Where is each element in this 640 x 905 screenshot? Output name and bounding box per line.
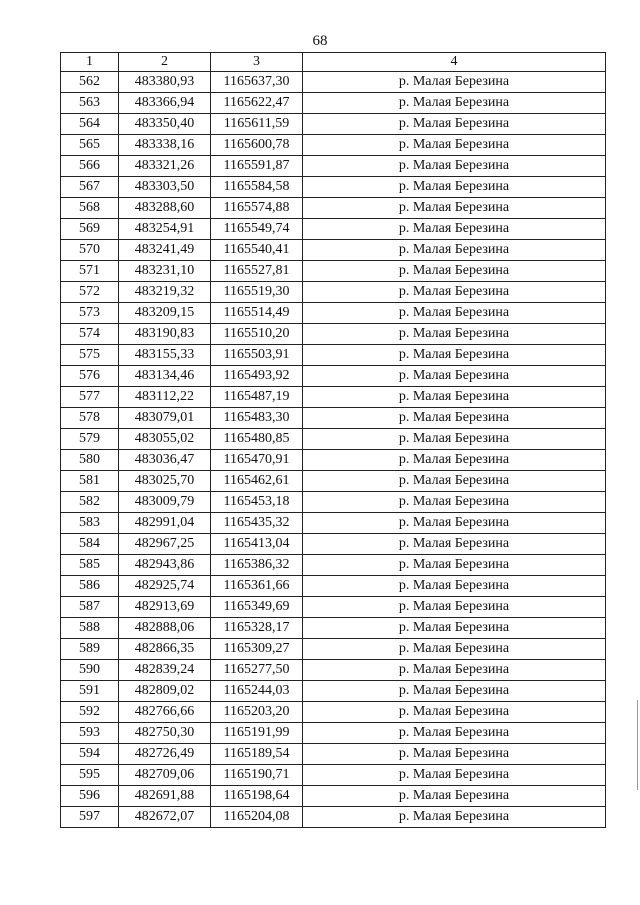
point-number-cell: 570 [61,240,119,261]
point-number-cell: 589 [61,639,119,660]
table-body [61,72,606,828]
y-coordinate-cell: 1165198,64 [211,786,303,807]
y-coordinate-cell: 1165190,71 [211,765,303,786]
description-cell: р. Малая Березина [303,786,606,807]
x-coordinate-cell: 483321,26 [119,156,211,177]
x-coordinate-cell: 483025,70 [119,471,211,492]
y-coordinate-cell: 1165309,27 [211,639,303,660]
description-cell: р. Малая Березина [303,219,606,240]
y-coordinate-cell: 1165600,78 [211,135,303,156]
x-coordinate-cell: 482809,02 [119,681,211,702]
description-cell: р. Малая Березина [303,702,606,723]
y-coordinate-cell: 1165483,30 [211,408,303,429]
y-coordinate-cell: 1165549,74 [211,219,303,240]
description-cell: р. Малая Березина [303,282,606,303]
table-row [61,702,606,723]
y-coordinate-cell: 1165480,85 [211,429,303,450]
point-number-cell: 578 [61,408,119,429]
description-cell: р. Малая Березина [303,135,606,156]
x-coordinate-cell: 483366,94 [119,93,211,114]
y-coordinate-cell: 1165413,04 [211,534,303,555]
description-cell: р. Малая Березина [303,156,606,177]
description-cell: р. Малая Березина [303,450,606,471]
y-coordinate-cell: 1165487,19 [211,387,303,408]
description-cell: р. Малая Березина [303,723,606,744]
y-coordinate-cell: 1165349,69 [211,597,303,618]
x-coordinate-cell: 482967,25 [119,534,211,555]
point-number-cell: 572 [61,282,119,303]
y-coordinate-cell: 1165191,99 [211,723,303,744]
y-coordinate-cell: 1165637,30 [211,72,303,93]
page-number: 68 [312,33,328,49]
description-cell: р. Малая Березина [303,744,606,765]
point-number-cell: 596 [61,786,119,807]
x-coordinate-cell: 483303,50 [119,177,211,198]
description-cell: р. Малая Березина [303,261,606,282]
point-number-cell: 591 [61,681,119,702]
y-coordinate-cell: 1165386,32 [211,555,303,576]
table-row [61,93,606,114]
point-number-cell: 595 [61,765,119,786]
x-coordinate-cell: 482925,74 [119,576,211,597]
x-coordinate-cell: 482888,06 [119,618,211,639]
table-row [61,723,606,744]
x-coordinate-cell: 483036,47 [119,450,211,471]
y-coordinate-cell: 1165277,50 [211,660,303,681]
point-number-cell: 588 [61,618,119,639]
description-cell: р. Малая Березина [303,408,606,429]
x-coordinate-cell: 483241,49 [119,240,211,261]
y-coordinate-cell: 1165503,91 [211,345,303,366]
point-number-cell: 576 [61,366,119,387]
x-coordinate-cell: 483112,22 [119,387,211,408]
x-coordinate-cell: 483219,32 [119,282,211,303]
table-row [61,198,606,219]
table-row [61,240,606,261]
x-coordinate-cell: 482943,86 [119,555,211,576]
description-cell: р. Малая Березина [303,765,606,786]
description-cell: р. Малая Березина [303,303,606,324]
y-coordinate-cell: 1165204,08 [211,807,303,828]
header-col-2: 2 [119,53,211,72]
y-coordinate-cell: 1165611,59 [211,114,303,135]
header-col-4: 4 [303,53,606,72]
y-coordinate-cell: 1165361,66 [211,576,303,597]
table-row [61,555,606,576]
point-number-cell: 592 [61,702,119,723]
description-cell: р. Малая Березина [303,471,606,492]
scan-edge-mark [637,700,638,790]
point-number-cell: 571 [61,261,119,282]
table-row [61,660,606,681]
x-coordinate-cell: 483055,02 [119,429,211,450]
point-number-cell: 566 [61,156,119,177]
point-number-cell: 584 [61,534,119,555]
table-row [61,324,606,345]
x-coordinate-cell: 483380,93 [119,72,211,93]
point-number-cell: 597 [61,807,119,828]
table-row [61,639,606,660]
table-row [61,303,606,324]
table-row [61,387,606,408]
table-row [61,534,606,555]
description-cell: р. Малая Березина [303,492,606,513]
point-number-cell: 562 [61,72,119,93]
x-coordinate-cell: 482672,07 [119,807,211,828]
description-cell: р. Малая Березина [303,114,606,135]
coordinates-table [60,52,606,828]
point-number-cell: 575 [61,345,119,366]
x-coordinate-cell: 483350,40 [119,114,211,135]
point-number-cell: 583 [61,513,119,534]
x-coordinate-cell: 483254,91 [119,219,211,240]
description-cell: р. Малая Березина [303,576,606,597]
table-row [61,429,606,450]
description-cell: р. Малая Березина [303,597,606,618]
y-coordinate-cell: 1165622,47 [211,93,303,114]
table-row [61,765,606,786]
y-coordinate-cell: 1165453,18 [211,492,303,513]
x-coordinate-cell: 483288,60 [119,198,211,219]
y-coordinate-cell: 1165591,87 [211,156,303,177]
x-coordinate-cell: 482866,35 [119,639,211,660]
table-row [61,219,606,240]
y-coordinate-cell: 1165435,32 [211,513,303,534]
point-number-cell: 587 [61,597,119,618]
point-number-cell: 579 [61,429,119,450]
x-coordinate-cell: 482913,69 [119,597,211,618]
y-coordinate-cell: 1165574,88 [211,198,303,219]
header-col-3: 3 [211,53,303,72]
table-row [61,786,606,807]
point-number-cell: 586 [61,576,119,597]
x-coordinate-cell: 482726,49 [119,744,211,765]
point-number-cell: 581 [61,471,119,492]
description-cell: р. Малая Березина [303,198,606,219]
description-cell: р. Малая Березина [303,513,606,534]
table-row [61,513,606,534]
table-row [61,597,606,618]
y-coordinate-cell: 1165203,20 [211,702,303,723]
x-coordinate-cell: 482991,04 [119,513,211,534]
x-coordinate-cell: 482766,66 [119,702,211,723]
y-coordinate-cell: 1165584,58 [211,177,303,198]
y-coordinate-cell: 1165540,41 [211,240,303,261]
description-cell: р. Малая Березина [303,681,606,702]
x-coordinate-cell: 483009,79 [119,492,211,513]
table-row [61,282,606,303]
header-col-1: 1 [61,53,119,72]
x-coordinate-cell: 483209,15 [119,303,211,324]
description-cell: р. Малая Березина [303,93,606,114]
table-row [61,492,606,513]
x-coordinate-cell: 482839,24 [119,660,211,681]
point-number-cell: 585 [61,555,119,576]
point-number-cell: 568 [61,198,119,219]
description-cell: р. Малая Березина [303,639,606,660]
table-row [61,366,606,387]
table-row [61,72,606,93]
table-row [61,345,606,366]
y-coordinate-cell: 1165462,61 [211,471,303,492]
point-number-cell: 569 [61,219,119,240]
x-coordinate-cell: 483134,46 [119,366,211,387]
table-row [61,408,606,429]
table-row [61,744,606,765]
point-number-cell: 580 [61,450,119,471]
table-header [61,53,606,72]
description-cell: р. Малая Березина [303,324,606,345]
description-cell: р. Малая Березина [303,345,606,366]
description-cell: р. Малая Березина [303,366,606,387]
point-number-cell: 574 [61,324,119,345]
table-row [61,576,606,597]
y-coordinate-cell: 1165527,81 [211,261,303,282]
table-row [61,261,606,282]
x-coordinate-cell: 482691,88 [119,786,211,807]
description-cell: р. Малая Березина [303,240,606,261]
table-row [61,618,606,639]
table-row [61,177,606,198]
point-number-cell: 590 [61,660,119,681]
point-number-cell: 563 [61,93,119,114]
description-cell: р. Малая Березина [303,387,606,408]
y-coordinate-cell: 1165328,17 [211,618,303,639]
table-row [61,135,606,156]
description-cell: р. Малая Березина [303,177,606,198]
point-number-cell: 573 [61,303,119,324]
table-row [61,807,606,828]
table-row [61,471,606,492]
y-coordinate-cell: 1165189,54 [211,744,303,765]
description-cell: р. Малая Березина [303,429,606,450]
x-coordinate-cell: 483190,83 [119,324,211,345]
description-cell: р. Малая Березина [303,618,606,639]
table-row [61,156,606,177]
x-coordinate-cell: 482709,06 [119,765,211,786]
x-coordinate-cell: 483338,16 [119,135,211,156]
y-coordinate-cell: 1165510,20 [211,324,303,345]
point-number-cell: 565 [61,135,119,156]
x-coordinate-cell: 483079,01 [119,408,211,429]
description-cell: р. Малая Березина [303,555,606,576]
x-coordinate-cell: 483155,33 [119,345,211,366]
point-number-cell: 594 [61,744,119,765]
point-number-cell: 582 [61,492,119,513]
x-coordinate-cell: 482750,30 [119,723,211,744]
description-cell: р. Малая Березина [303,660,606,681]
description-cell: р. Малая Березина [303,72,606,93]
y-coordinate-cell: 1165514,49 [211,303,303,324]
header-row [61,53,606,72]
table-row [61,114,606,135]
y-coordinate-cell: 1165493,92 [211,366,303,387]
description-cell: р. Малая Березина [303,534,606,555]
table-row [61,450,606,471]
point-number-cell: 593 [61,723,119,744]
point-number-cell: 567 [61,177,119,198]
y-coordinate-cell: 1165519,30 [211,282,303,303]
point-number-cell: 564 [61,114,119,135]
point-number-cell: 577 [61,387,119,408]
description-cell: р. Малая Березина [303,807,606,828]
x-coordinate-cell: 483231,10 [119,261,211,282]
y-coordinate-cell: 1165470,91 [211,450,303,471]
table-row [61,681,606,702]
y-coordinate-cell: 1165244,03 [211,681,303,702]
